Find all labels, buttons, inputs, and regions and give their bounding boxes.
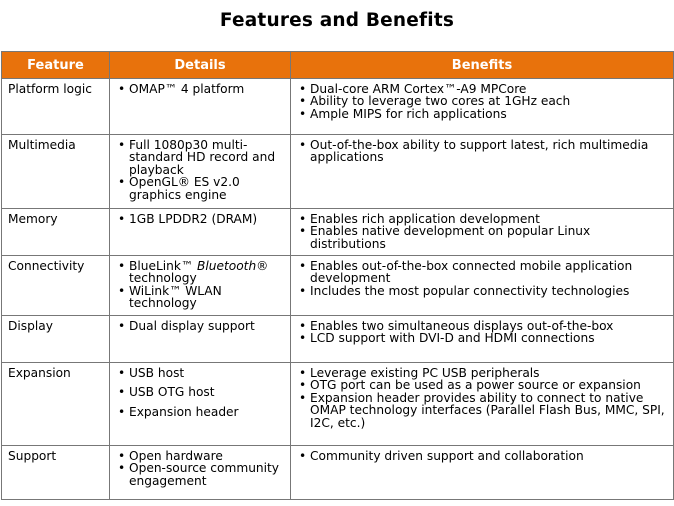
details-cell	[110, 135, 291, 209]
list-item: • Enables two simultaneous displays out-of-the-box	[297, 320, 667, 332]
benefits-list	[297, 83, 667, 120]
table-row	[2, 446, 674, 500]
table-row	[2, 135, 674, 209]
list-item: • 1GB LPDDR2 (DRAM)	[116, 213, 284, 225]
benefits-cell	[291, 363, 674, 446]
benefits-list	[297, 320, 667, 345]
feature-cell: Connectivity	[2, 256, 110, 316]
feature-cell: Expansion	[2, 363, 110, 446]
header-benefits: Benefits	[291, 52, 674, 79]
header-details: Details	[110, 52, 291, 79]
list-item: • WiLink™ WLAN technology	[116, 285, 284, 310]
details-cell	[110, 209, 291, 256]
benefits-list	[297, 213, 667, 250]
benefits-cell	[291, 209, 674, 256]
list-item: • Leverage existing PC USB peripherals	[297, 367, 667, 379]
details-cell	[110, 256, 291, 316]
details-cell	[110, 363, 291, 446]
details-list	[116, 320, 284, 332]
benefits-cell	[291, 316, 674, 363]
details-cell	[110, 446, 291, 500]
list-item: • Dual-core ARM Cortex™-A9 MPCore	[297, 83, 667, 95]
list-item	[116, 260, 284, 285]
feature-cell: Support	[2, 446, 110, 500]
details-list	[116, 83, 284, 95]
table-row	[2, 316, 674, 363]
details-cell	[110, 79, 291, 135]
list-item: • USB host	[116, 367, 284, 379]
benefits-cell	[291, 256, 674, 316]
details-cell	[110, 316, 291, 363]
list-item: • LCD support with DVI-D and HDMI connections	[297, 332, 667, 344]
table-row	[2, 79, 674, 135]
list-item: • Open hardware	[116, 450, 284, 462]
features-table	[1, 51, 674, 500]
details-list	[116, 450, 284, 487]
bluelink-prefix: BlueLink™	[129, 259, 197, 273]
feature-cell: Platform logic	[2, 79, 110, 135]
details-list	[116, 139, 284, 201]
benefits-list	[297, 450, 667, 462]
benefits-list	[297, 367, 667, 429]
list-item: • Includes the most popular connectivity technologies	[297, 285, 667, 297]
feature-cell: Multimedia	[2, 135, 110, 209]
details-list	[116, 260, 284, 310]
list-item: • Full 1080p30 multi-standard HD record and playback	[116, 139, 284, 176]
list-item: • Dual display support	[116, 320, 284, 332]
page-title: Features and Benefits	[219, 10, 455, 31]
feature-cell: Memory	[2, 209, 110, 256]
benefits-list	[297, 139, 667, 164]
header-feature: Feature	[2, 52, 110, 79]
details-list	[116, 367, 284, 418]
benefits-cell	[291, 446, 674, 500]
table-header-row	[2, 52, 674, 79]
table-row	[2, 209, 674, 256]
list-item: • Expansion header	[116, 406, 284, 418]
list-item: • Open-source community engagement	[116, 462, 284, 487]
list-item: • OpenGL® ES v2.0 graphics engine	[116, 176, 284, 201]
benefits-cell	[291, 135, 674, 209]
table-row	[2, 363, 674, 446]
list-item: • Enables native development on popular Linux distributions	[297, 225, 667, 250]
list-item: • Enables rich application development	[297, 213, 667, 225]
feature-cell: Display	[2, 316, 110, 363]
details-list	[116, 213, 284, 225]
list-item: • Community driven support and collaboration	[297, 450, 667, 462]
list-item: • USB OTG host	[116, 386, 284, 398]
list-item: • Expansion header provides ability to connect to native OMAP technology interfaces (Parallel Flash Bus, MMC, SPI, I2C, etc.)	[297, 392, 667, 429]
list-item: • OMAP™ 4 platform	[116, 83, 284, 95]
table-row	[2, 256, 674, 316]
bluelink-suffix: ® technology	[129, 259, 269, 286]
list-item: • Ample MIPS for rich applications	[297, 108, 667, 120]
benefits-cell	[291, 79, 674, 135]
list-item: • Out-of-the-box ability to support latest, rich multimedia applications	[297, 139, 667, 164]
list-item: • Ability to leverage two cores at 1GHz each	[297, 95, 667, 107]
benefits-list	[297, 260, 667, 297]
list-item: • Enables out-of-the-box connected mobile application development	[297, 260, 667, 285]
bluetooth-term: Bluetooth	[197, 259, 257, 273]
list-item: • OTG port can be used as a power source or expansion	[297, 379, 667, 391]
